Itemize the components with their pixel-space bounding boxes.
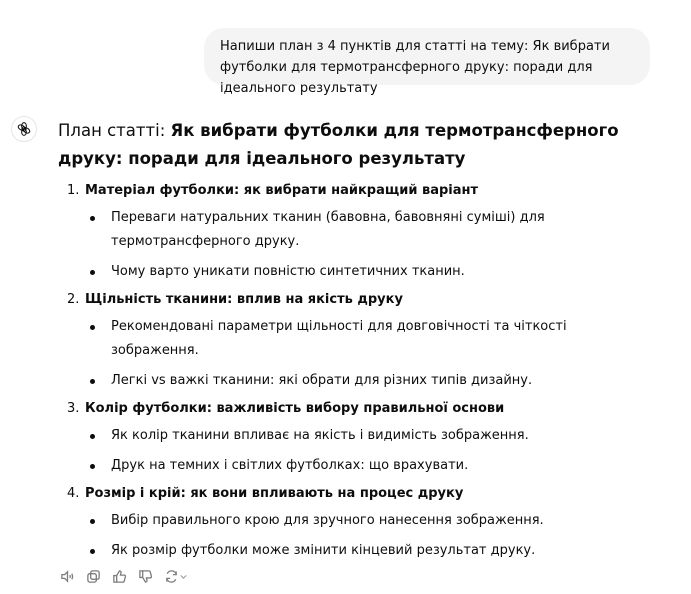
item-number: 1.: [67, 183, 80, 198]
bullet-dot: [90, 549, 95, 554]
sub-bullet: Чому варто уникати повністю синтетичних тканин.: [58, 260, 631, 284]
item-number: 2.: [67, 292, 80, 307]
title-bold: Як вибрати футболки для термотрансферного друку: поради для ідеального результату: [58, 121, 619, 168]
chevron-down-icon: [179, 572, 188, 581]
plan-item-heading: [58, 181, 658, 201]
bullet-dot: [90, 519, 95, 524]
plan-list: [58, 181, 658, 563]
item-number: 3.: [67, 401, 80, 416]
plan-item: [58, 484, 658, 563]
openai-logo-icon: [16, 121, 32, 137]
regenerate-icon: [164, 569, 179, 584]
thumbs-up-icon: [112, 569, 127, 584]
copy-icon: [86, 569, 101, 584]
sub-bullet-list: [58, 424, 658, 478]
title-prefix: План статті:: [58, 121, 171, 140]
sub-bullet-list: [58, 315, 658, 393]
thumbs-down-button[interactable]: [136, 567, 154, 585]
bullet-dot: [90, 379, 95, 384]
assistant-avatar: [11, 116, 37, 142]
user-message-bubble: [204, 28, 650, 96]
copy-button[interactable]: [84, 567, 102, 585]
item-heading-text: Матеріал футболки: як вибрати найкращий варіант: [85, 183, 479, 198]
bullet-dot: [90, 434, 95, 439]
plan-item: [58, 399, 658, 478]
item-heading-text: Щільність тканини: вплив на якість друку: [85, 292, 403, 307]
sub-bullet: Рекомендовані параметри щільності для довговічності та чіткості зображення.: [58, 315, 631, 363]
regenerate-button[interactable]: [162, 567, 190, 585]
user-message-text: Напиши план з 4 пунктів для статті на тему: Як вибрати футболки для термотрансферного друку: поради для ідеального результату: [220, 39, 610, 96]
sub-bullet-list: [58, 206, 658, 284]
plan-item-heading: [58, 484, 658, 504]
plan-item-heading: [58, 399, 658, 419]
sub-bullet: Легкі vs важкі тканини: які обрати для різних типів дизайну.: [58, 369, 631, 393]
item-number: 4.: [67, 486, 80, 501]
sub-bullet: Як колір тканини впливає на якість і видимість зображення.: [58, 424, 631, 448]
bullet-dot: [90, 216, 95, 221]
sub-bullet: Друк на темних і світлих футболках: що врахувати.: [58, 454, 631, 478]
bullet-dot: [90, 464, 95, 469]
sub-bullet: Як розмір футболки може змінити кінцевий результат друку.: [58, 539, 631, 563]
message-actions: [58, 567, 190, 585]
sub-bullet: Вибір правильного крою для зручного нанесення зображення.: [58, 509, 631, 533]
sub-bullet: Переваги натуральних тканин (бавовна, бавовняні суміші) для термотрансферного друку.: [58, 206, 631, 254]
assistant-message: [58, 117, 658, 569]
article-title: [58, 117, 658, 173]
item-heading-text: Розмір і крій: як вони впливають на процес друку: [85, 486, 464, 501]
read-aloud-button[interactable]: [58, 567, 76, 585]
thumbs-up-button[interactable]: [110, 567, 128, 585]
plan-item: [58, 181, 658, 284]
plan-item-heading: [58, 290, 658, 310]
thumbs-down-icon: [138, 569, 153, 584]
bullet-dot: [90, 325, 95, 330]
read-aloud-icon: [60, 569, 75, 584]
plan-item: [58, 290, 658, 393]
item-heading-text: Колір футболки: важливість вибору правильної основи: [85, 401, 505, 416]
bullet-dot: [90, 270, 95, 275]
sub-bullet-list: [58, 509, 658, 563]
